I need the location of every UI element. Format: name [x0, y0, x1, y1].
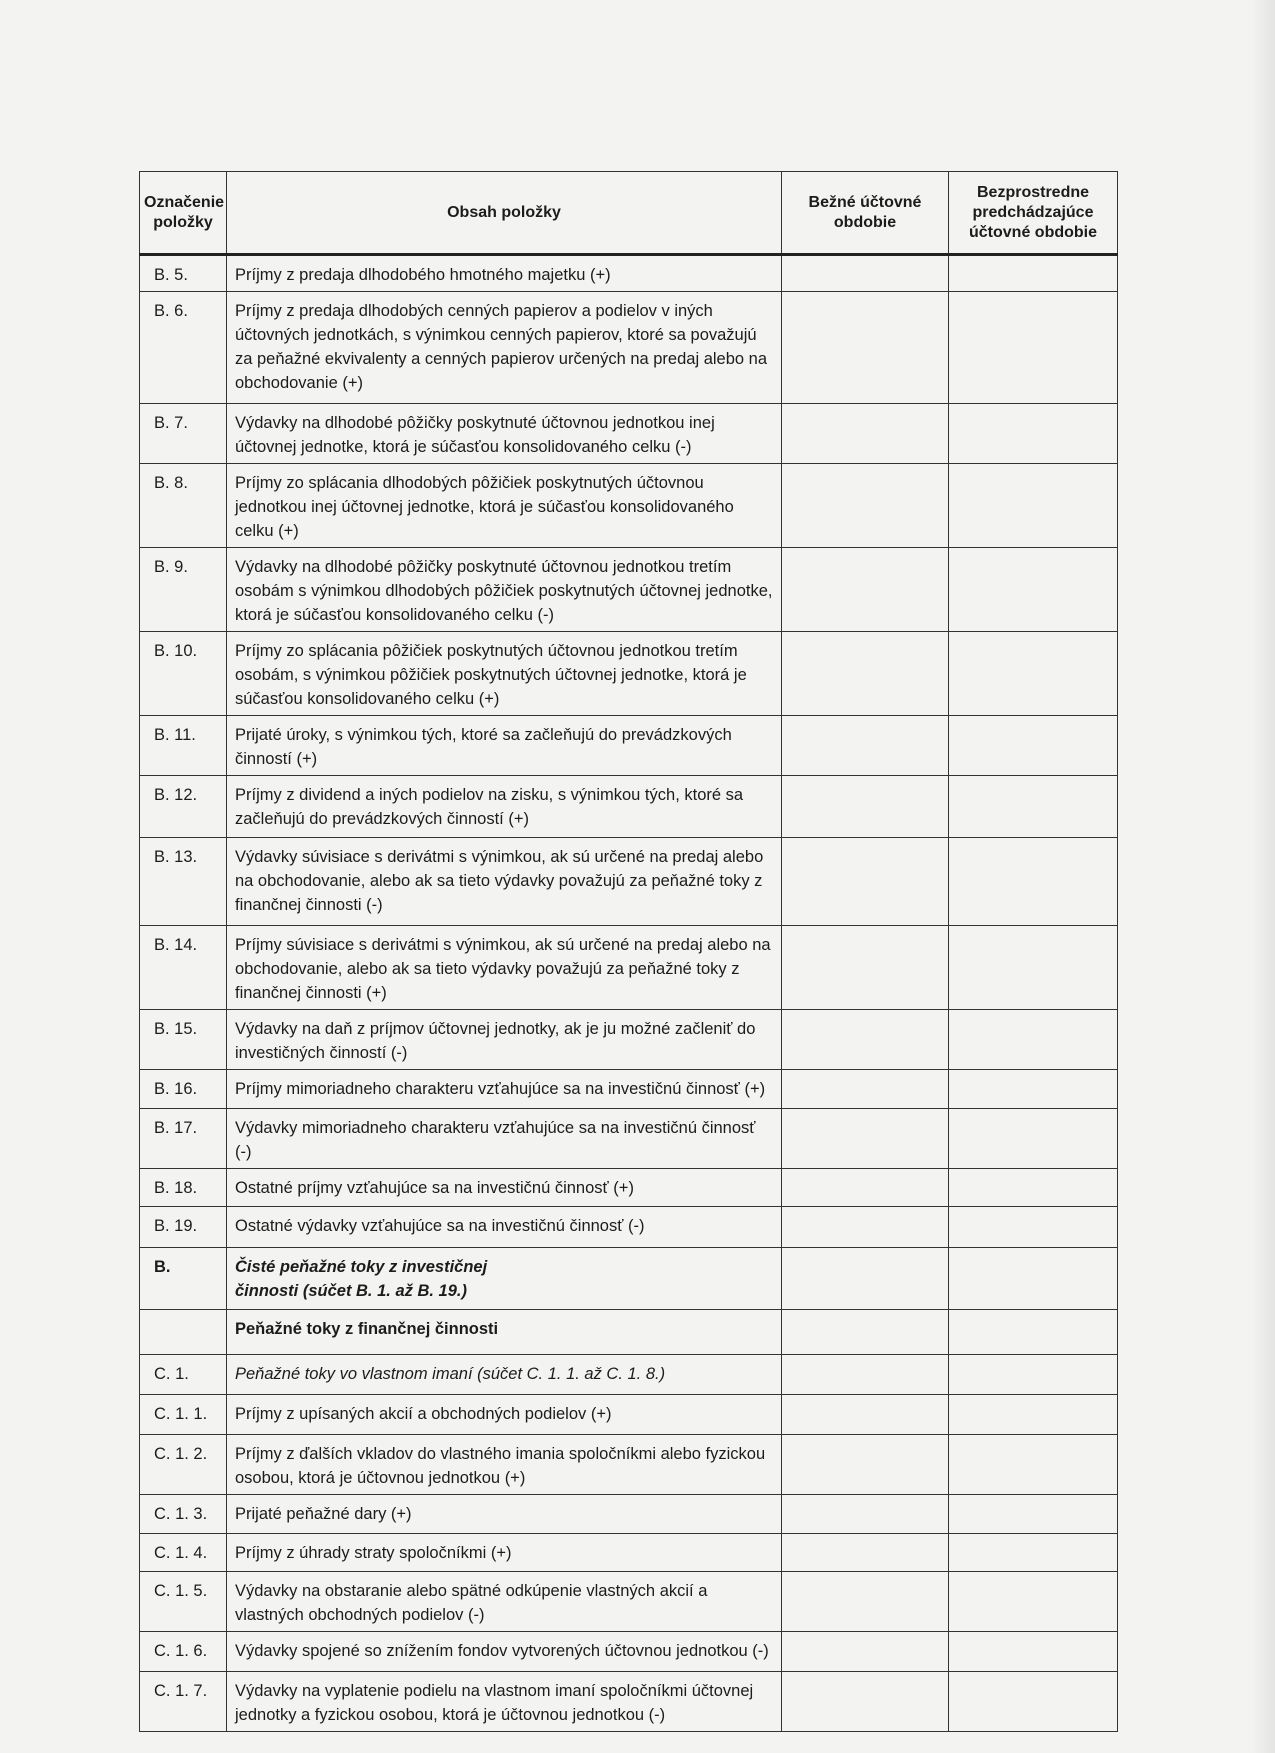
- table-row: [140, 1572, 1118, 1632]
- previous-period-value: [949, 255, 1118, 292]
- previous-period-value: [949, 1070, 1118, 1109]
- table-row: [140, 1070, 1118, 1109]
- row-text: Príjmy z predaja dlhodobých cenných papierov a podielov v iných účtovných jednotkách, s výnimkou cenných papierov, ktoré sa považujú za peňažné ekvivalenty a cenných papierov určených na predaj alebo na obchodovanie (+): [227, 292, 782, 404]
- row-code: B. 7.: [140, 404, 227, 464]
- previous-period-value: [949, 1435, 1118, 1495]
- table-row: [140, 1495, 1118, 1534]
- row-text: Výdavky na dlhodobé pôžičky poskytnuté účtovnou jednotkou tretím osobám s výnimkou dlhodobých pôžičiek poskytnutých účtovnej jednotke, ktorá je súčasťou konsolidovaného celku (-): [227, 548, 782, 632]
- current-period-value: [782, 1435, 949, 1495]
- previous-period-value: [949, 1310, 1118, 1355]
- row-code: C. 1. 1.: [140, 1395, 227, 1435]
- table-row: [140, 1395, 1118, 1435]
- row-code: B. 13.: [140, 838, 227, 926]
- current-period-value: [782, 1070, 949, 1109]
- cash-flow-table: [139, 171, 1118, 1732]
- previous-period-value: [949, 1010, 1118, 1070]
- row-code: C. 1. 4.: [140, 1534, 227, 1572]
- table-row: [140, 1672, 1118, 1732]
- current-period-value: [782, 255, 949, 292]
- previous-period-value: [949, 1572, 1118, 1632]
- row-text: Peňažné toky z finančnej činnosti: [227, 1310, 782, 1355]
- row-text: Príjmy z ďalších vkladov do vlastného imania spoločníkmi alebo fyzickou osobou, ktorá je účtovnou jednotkou (+): [227, 1435, 782, 1495]
- table-row: [140, 1248, 1118, 1310]
- row-text: Ostatné príjmy vzťahujúce sa na investičnú činnosť (+): [227, 1169, 782, 1207]
- row-code: B. 17.: [140, 1109, 227, 1169]
- previous-period-value: [949, 1632, 1118, 1672]
- previous-period-value: [949, 464, 1118, 548]
- row-text: Príjmy z upísaných akcií a obchodných podielov (+): [227, 1395, 782, 1435]
- table-row: [140, 1010, 1118, 1070]
- previous-period-value: [949, 1672, 1118, 1732]
- current-period-value: [782, 1109, 949, 1169]
- row-text: Prijaté úroky, s výnimkou tých, ktoré sa začleňujú do prevádzkových činností (+): [227, 716, 782, 776]
- row-code: [140, 1310, 227, 1355]
- table-row: [140, 464, 1118, 548]
- previous-period-value: [949, 1495, 1118, 1534]
- current-period-value: [782, 1169, 949, 1207]
- table-header-row: [140, 172, 1118, 255]
- previous-period-value: [949, 1534, 1118, 1572]
- table-row: [140, 1169, 1118, 1207]
- row-text: Výdavky mimoriadneho charakteru vzťahujúce sa na investičnú činnosť (-): [227, 1109, 782, 1169]
- previous-period-value: [949, 1355, 1118, 1395]
- row-code: B. 19.: [140, 1207, 227, 1248]
- table-row: [140, 255, 1118, 292]
- table-row: [140, 548, 1118, 632]
- current-period-value: [782, 1248, 949, 1310]
- row-code: C. 1. 3.: [140, 1495, 227, 1534]
- row-text: Výdavky na dlhodobé pôžičky poskytnuté účtovnou jednotkou inej účtovnej jednotke, ktorá je súčasťou konsolidovaného celku (-): [227, 404, 782, 464]
- previous-period-value: [949, 1248, 1118, 1310]
- current-period-value: [782, 1310, 949, 1355]
- row-code: B.: [140, 1248, 227, 1310]
- row-text: Príjmy zo splácania pôžičiek poskytnutých účtovnou jednotkou tretím osobám, s výnimkou pôžičiek poskytnutých účtovnej jednotke, ktorá je súčasťou konsolidovaného celku (+): [227, 632, 782, 716]
- table-row: [140, 1632, 1118, 1672]
- previous-period-value: [949, 1395, 1118, 1435]
- row-text: Príjmy z úhrady straty spoločníkmi (+): [227, 1534, 782, 1572]
- row-text: Výdavky na obstaranie alebo spätné odkúpenie vlastných akcií a vlastných obchodných podielov (-): [227, 1572, 782, 1632]
- previous-period-value: [949, 292, 1118, 404]
- previous-period-value: [949, 838, 1118, 926]
- current-period-value: [782, 1207, 949, 1248]
- row-text: Výdavky na vyplatenie podielu na vlastnom imaní spoločníkmi účtovnej jednotky a fyzickou osobou, ktorá je účtovnou jednotkou (-): [227, 1672, 782, 1732]
- current-period-value: [782, 776, 949, 838]
- row-text: Príjmy zo splácania dlhodobých pôžičiek poskytnutých účtovnou jednotkou inej účtovnej jednotke, ktorá je súčasťou konsolidovaného celku (+): [227, 464, 782, 548]
- current-period-value: [782, 838, 949, 926]
- row-code: B. 18.: [140, 1169, 227, 1207]
- current-period-value: [782, 1632, 949, 1672]
- current-period-value: [782, 632, 949, 716]
- table-row: [140, 1207, 1118, 1248]
- current-period-value: [782, 1355, 949, 1395]
- current-period-value: [782, 1495, 949, 1534]
- current-period-value: [782, 1010, 949, 1070]
- row-text: Výdavky na daň z príjmov účtovnej jednotky, ak je ju možné začleniť do investičných činností (-): [227, 1010, 782, 1070]
- row-code: B. 11.: [140, 716, 227, 776]
- page-edge-shadow: [1251, 0, 1275, 1753]
- previous-period-value: [949, 716, 1118, 776]
- current-period-value: [782, 1572, 949, 1632]
- row-code: B. 9.: [140, 548, 227, 632]
- current-period-value: [782, 292, 949, 404]
- header-previous-period: Bezprostredne predchádzajúce účtovné obdobie: [949, 172, 1118, 255]
- previous-period-value: [949, 548, 1118, 632]
- row-text: Peňažné toky vo vlastnom imaní (súčet C. 1. 1. až C. 1. 8.): [227, 1355, 782, 1395]
- row-code: C. 1. 5.: [140, 1572, 227, 1632]
- previous-period-value: [949, 776, 1118, 838]
- row-code: B. 6.: [140, 292, 227, 404]
- row-code: B. 16.: [140, 1070, 227, 1109]
- row-code: B. 10.: [140, 632, 227, 716]
- table-row: [140, 632, 1118, 716]
- row-code: B. 8.: [140, 464, 227, 548]
- table-row: [140, 838, 1118, 926]
- current-period-value: [782, 464, 949, 548]
- row-code: C. 1. 6.: [140, 1632, 227, 1672]
- current-period-value: [782, 548, 949, 632]
- row-code: B. 14.: [140, 926, 227, 1010]
- row-text: Prijaté peňažné dary (+): [227, 1495, 782, 1534]
- row-text: Ostatné výdavky vzťahujúce sa na investičnú činnosť (-): [227, 1207, 782, 1248]
- table-row: [140, 716, 1118, 776]
- previous-period-value: [949, 404, 1118, 464]
- current-period-value: [782, 926, 949, 1010]
- table-row: [140, 292, 1118, 404]
- previous-period-value: [949, 1207, 1118, 1248]
- header-current-period: Bežné účtovné obdobie: [782, 172, 949, 255]
- row-text: Príjmy z predaja dlhodobého hmotného majetku (+): [227, 255, 782, 292]
- previous-period-value: [949, 1109, 1118, 1169]
- table-row: [140, 1435, 1118, 1495]
- row-text: Čisté peňažné toky z investičnej činnosti (súčet B. 1. až B. 19.): [227, 1248, 782, 1310]
- row-code: B. 15.: [140, 1010, 227, 1070]
- table-row: [140, 926, 1118, 1010]
- table-row: [140, 776, 1118, 838]
- row-code: C. 1.: [140, 1355, 227, 1395]
- row-code: B. 5.: [140, 255, 227, 292]
- row-code: C. 1. 2.: [140, 1435, 227, 1495]
- table-row: [140, 404, 1118, 464]
- current-period-value: [782, 1672, 949, 1732]
- current-period-value: [782, 404, 949, 464]
- previous-period-value: [949, 926, 1118, 1010]
- row-text: Výdavky súvisiace s derivátmi s výnimkou, ak sú určené na predaj alebo na obchodovanie, alebo ak sa tieto výdavky považujú za peňažné toky z finančnej činnosti (-): [227, 838, 782, 926]
- header-code: Označenie položky: [140, 172, 227, 255]
- table-row: [140, 1355, 1118, 1395]
- row-text: Príjmy mimoriadneho charakteru vzťahujúce sa na investičnú činnosť (+): [227, 1070, 782, 1109]
- current-period-value: [782, 1395, 949, 1435]
- table-row: [140, 1109, 1118, 1169]
- table-row: [140, 1534, 1118, 1572]
- current-period-value: [782, 1534, 949, 1572]
- row-code: C. 1. 7.: [140, 1672, 227, 1732]
- current-period-value: [782, 716, 949, 776]
- row-text: Príjmy z dividend a iných podielov na zisku, s výnimkou tých, ktoré sa začleňujú do prevádzkových činností (+): [227, 776, 782, 838]
- row-text: Výdavky spojené so znížením fondov vytvorených účtovnou jednotkou (-): [227, 1632, 782, 1672]
- table-row: [140, 1310, 1118, 1355]
- header-content: Obsah položky: [227, 172, 782, 255]
- row-text: Príjmy súvisiace s derivátmi s výnimkou, ak sú určené na predaj alebo na obchodovanie, alebo ak sa tieto výdavky považujú za peňažné toky z finančnej činnosti (+): [227, 926, 782, 1010]
- previous-period-value: [949, 1169, 1118, 1207]
- previous-period-value: [949, 632, 1118, 716]
- row-code: B. 12.: [140, 776, 227, 838]
